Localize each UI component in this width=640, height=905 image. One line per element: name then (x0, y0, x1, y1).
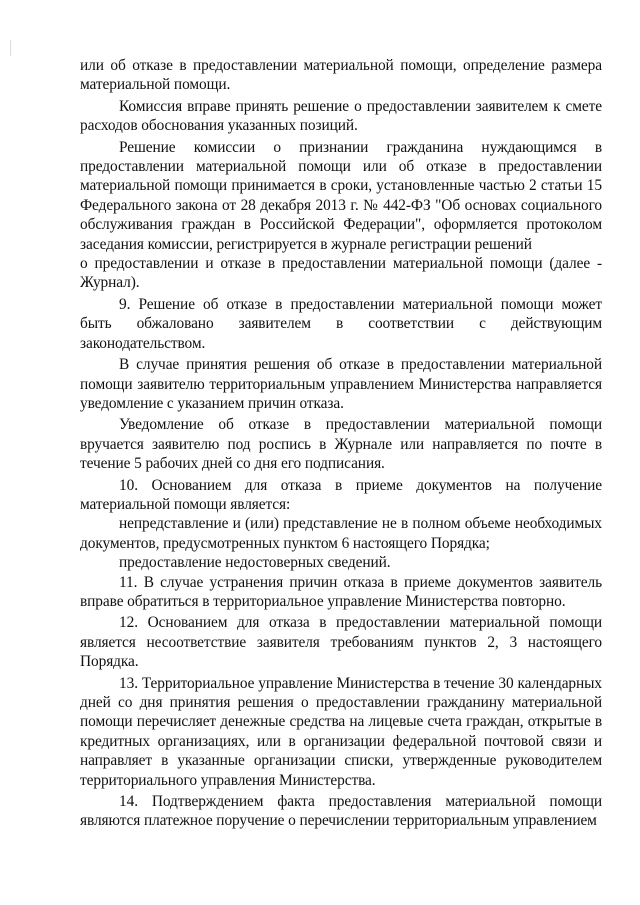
paragraph-13-payment-transfer: 13. Территориальное управление Министерства в течение 30 календарных дней со дня принятия решения о предоставлении гражданину материальной помощи перечисляет денежные средства на лицевые счета граждан, открытые в кредитных организациях, или в организации федеральной почтовой связи и направляет в указанные организации списки, утвержденные руководителем территориального управления Министерства. (80, 674, 602, 789)
paragraph-journal-definition: о предоставлении и отказе в предоставлении материальной помощи (далее - Журнал). (80, 255, 602, 292)
paragraph-14-confirmation: 14. Подтверждением факта предоставления материальной помощи являются платежное поручение о перечислении территориальным управлением (80, 793, 602, 830)
paragraph-12-ineligibility: 12. Основанием для отказа в предоставлении материальной помощи является несоответствие заявителя требованиям пунктов 2, 3 настоящего Порядка. (80, 614, 602, 671)
paragraph-10-missing-documents: непредставление и (или) представление не в полном объеме необходимых документов, предусмотренных пунктом 6 настоящего Порядка; (80, 515, 602, 552)
paragraph-9-appeal: 9. Решение об отказе в предоставлении материальной помощи может быть обжаловано заявителем в соответствии с действующим законодательством. (80, 295, 602, 352)
paragraph-commission-decision: Решение комиссии о признании гражданина нуждающимся в предоставлении материальной помощи или об отказе в предоставлении материальной помощи принимается в сроки, установленные частью 2 статьи 15 Федерального закона от 28 декабря 2013 г. № 442-ФЗ "Об основах социального обслуживания граждан в Российской Федерации", оформляется протоколом заседания комиссии, регистрируется в журнале регистрации решений (80, 138, 602, 253)
scan-margin-mark (10, 40, 11, 56)
paragraph-11-reapply: 11. В случае устранения причин отказа в приеме документов заявитель вправе обратиться в территориальное управление Министерства повторно. (80, 573, 602, 610)
paragraph-material-aid-refusal-end: или об отказе в предоставлении материальной помощи, определение размера материальной помощи. (80, 57, 602, 94)
document-body (80, 56, 602, 831)
paragraph-commission-right: Комиссия вправе принять решение о предоставлении заявителем к смете расходов обоснования указанных позиций. (80, 97, 602, 135)
paragraph-10-refusal-grounds: 10. Основанием для отказа в приеме документов на получение материальной помощи является: (80, 476, 602, 513)
paragraph-notification-sent: В случае принятия решения об отказе в предоставлении материальной помощи заявителю территориальным управлением Министерства направляется уведомление с указанием причин отказа. (80, 356, 602, 412)
paragraph-10-false-information: предоставление недостоверных сведений. (119, 554, 391, 572)
paragraph-notification-delivery: Уведомление об отказе в предоставлении материальной помощи вручается заявителю под роспись в Журнале или направляется по почте в течение 5 рабочих дней со дня его подписания. (80, 416, 602, 473)
